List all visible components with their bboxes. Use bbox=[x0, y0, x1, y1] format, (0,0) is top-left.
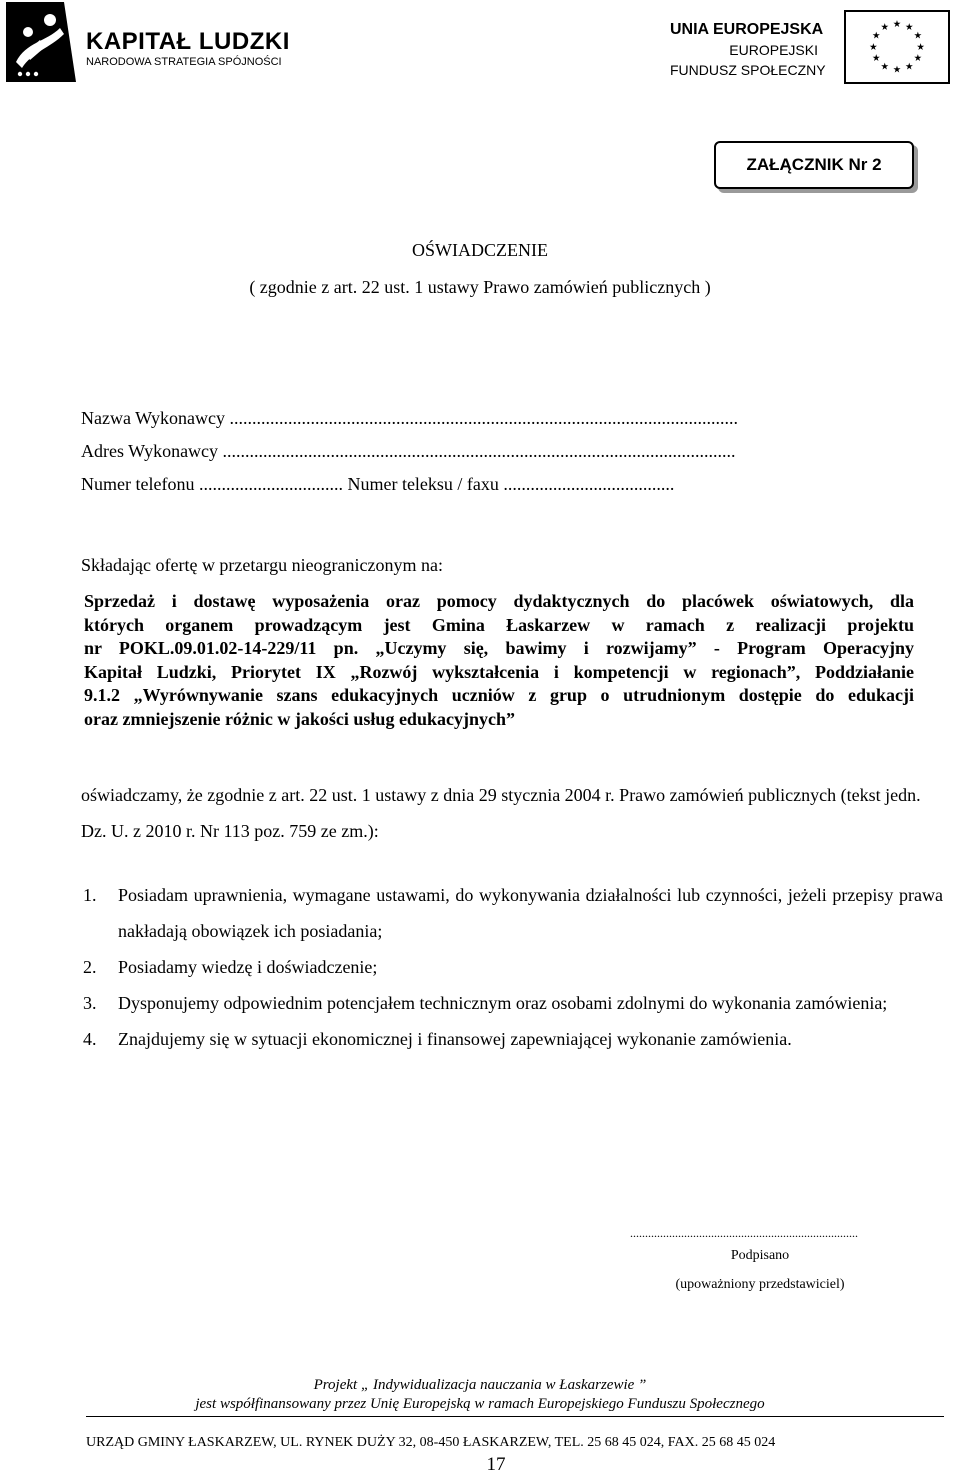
tender-subject-line: 9.1.2 „Wyrównywanie szans edukacyjnych uczniów z grup o utrudnionym dostępie do edukacji bbox=[84, 685, 914, 705]
eu-logo-line3: FUNDUSZ SPOŁECZNY bbox=[670, 62, 826, 78]
declaration-list bbox=[81, 877, 943, 1057]
svg-text:★: ★ bbox=[871, 30, 881, 42]
footer-funding: jest współfinansowany przez Unię Europejską w ramach Europejskiego Funduszu Społecznego bbox=[195, 1396, 765, 1412]
svg-text:★: ★ bbox=[892, 64, 902, 76]
tender-subject-line: Kapitał Ludzki, Priorytet IX „Rozwój wykształcenia i kompetencji w regionach”, Poddziałanie bbox=[84, 661, 914, 682]
footer-project: Projekt „ Indywidualizacja nauczania w Łaskarzewie ” bbox=[313, 1377, 647, 1393]
list-item-number: 3. bbox=[83, 993, 97, 1013]
list-item-text: Znajdujemy się w sytuacji ekonomicznej i finansowej zapewniającej wykonanie zamówienia. bbox=[118, 1029, 792, 1049]
tender-subject-line: oraz zmniejszenie różnic w jakości usług edukacyjnych” bbox=[84, 708, 515, 729]
list-item-text: Dysponujemy odpowiednim potencjałem technicznym oraz osobami zdolnymi do wykonania zamówienia; bbox=[118, 993, 888, 1013]
svg-text:★: ★ bbox=[905, 61, 914, 73]
tender-subject-line: nr POKL.09.01.02-14-229/11 pn. „Uczymy się, bawimy i rozwijamy” - Program Operacyjny bbox=[84, 638, 914, 658]
signature-label: Podpisano bbox=[730, 1248, 790, 1263]
list-item-number: 1. bbox=[83, 885, 97, 905]
eu-flag-stars-icon bbox=[844, 10, 950, 84]
tender-subject-line: których organem prowadzącym jest Gmina Łaskarzew w ramach z realizacji projektu bbox=[84, 614, 914, 635]
kapital-ludzki-subtitle: NARODOWA STRATEGIA SPÓJNOŚCI bbox=[86, 56, 282, 68]
svg-text:★: ★ bbox=[905, 21, 914, 33]
declaration-text: oświadczamy, że zgodnie z art. 22 ust. 1 ustawy z dnia 29 stycznia 2004 r. Prawo zamówień publicznych (tekst jedn. Dz. U. z 2010 r. Nr 113 poz. 759 ze zm.): bbox=[81, 785, 921, 841]
svg-text:★: ★ bbox=[869, 41, 878, 53]
svg-text:★: ★ bbox=[913, 30, 923, 42]
list-item bbox=[81, 985, 943, 1021]
eu-logo bbox=[670, 8, 950, 86]
list-item bbox=[81, 949, 943, 985]
svg-text:★: ★ bbox=[871, 53, 881, 65]
svg-text:★: ★ bbox=[916, 41, 925, 53]
contractor-name-line: Nazwa Wykonawcy ................................................................................................................. bbox=[81, 408, 739, 428]
footer-divider bbox=[86, 1416, 944, 1417]
signature-role: (upoważniony przedstawiciel) bbox=[675, 1277, 845, 1292]
tender-subject bbox=[84, 590, 914, 731]
svg-text:★: ★ bbox=[892, 19, 902, 31]
svg-text:★: ★ bbox=[913, 53, 923, 65]
footer-address: URZĄD GMINY ŁASKARZEW, UL. RYNEK DUŻY 32, 08-450 ŁASKARZEW, TEL. 25 68 45 024, FAX. 25 68 45 024 bbox=[86, 1435, 776, 1450]
contractor-address-line: Adres Wykonawcy .................................................................................................................. bbox=[81, 441, 736, 461]
document-title: OŚWIADCZENIE bbox=[412, 240, 548, 260]
list-item bbox=[81, 1021, 943, 1057]
kapital-ludzki-logo bbox=[6, 2, 296, 82]
kapital-ludzki-name: KAPITAŁ LUDZKI bbox=[86, 28, 290, 55]
page-number: 17 bbox=[486, 1454, 506, 1475]
list-item-number: 4. bbox=[83, 1029, 97, 1049]
kapital-ludzki-emblem-icon bbox=[6, 2, 76, 82]
list-item-number: 2. bbox=[83, 957, 97, 977]
svg-text:★: ★ bbox=[880, 61, 889, 73]
annex-label-box: ZAŁĄCZNIK Nr 2 bbox=[714, 141, 914, 189]
document-subtitle: ( zgodnie z art. 22 ust. 1 ustawy Prawo zamówień publicznych ) bbox=[249, 277, 711, 297]
signature-line: ............................................................................ bbox=[630, 1226, 858, 1240]
list-item-text: Posiadamy wiedzę i doświadczenie; bbox=[118, 957, 378, 977]
eu-logo-line2: EUROPEJSKI bbox=[729, 42, 818, 58]
tender-subject-line: Sprzedaż i dostawę wyposażenia oraz pomocy dydaktycznych do placówek oświatowych, dla bbox=[84, 591, 914, 611]
svg-text:★: ★ bbox=[880, 21, 889, 33]
intro-text: Składając ofertę w przetargu nieograniczonym na: bbox=[81, 555, 444, 575]
eu-logo-text bbox=[670, 20, 826, 80]
list-item bbox=[81, 877, 943, 949]
list-item-text: Posiadam uprawnienia, wymagane ustawami, do wykonywania działalności lub czynności, jeżeli przepisy prawa nakładają obowiązek ich posiadania; bbox=[118, 885, 943, 941]
contractor-phone-line: Numer telefonu ................................ Numer teleksu / faxu ...................................... bbox=[81, 474, 675, 494]
eu-logo-line1: UNIA EUROPEJSKA bbox=[670, 21, 824, 38]
